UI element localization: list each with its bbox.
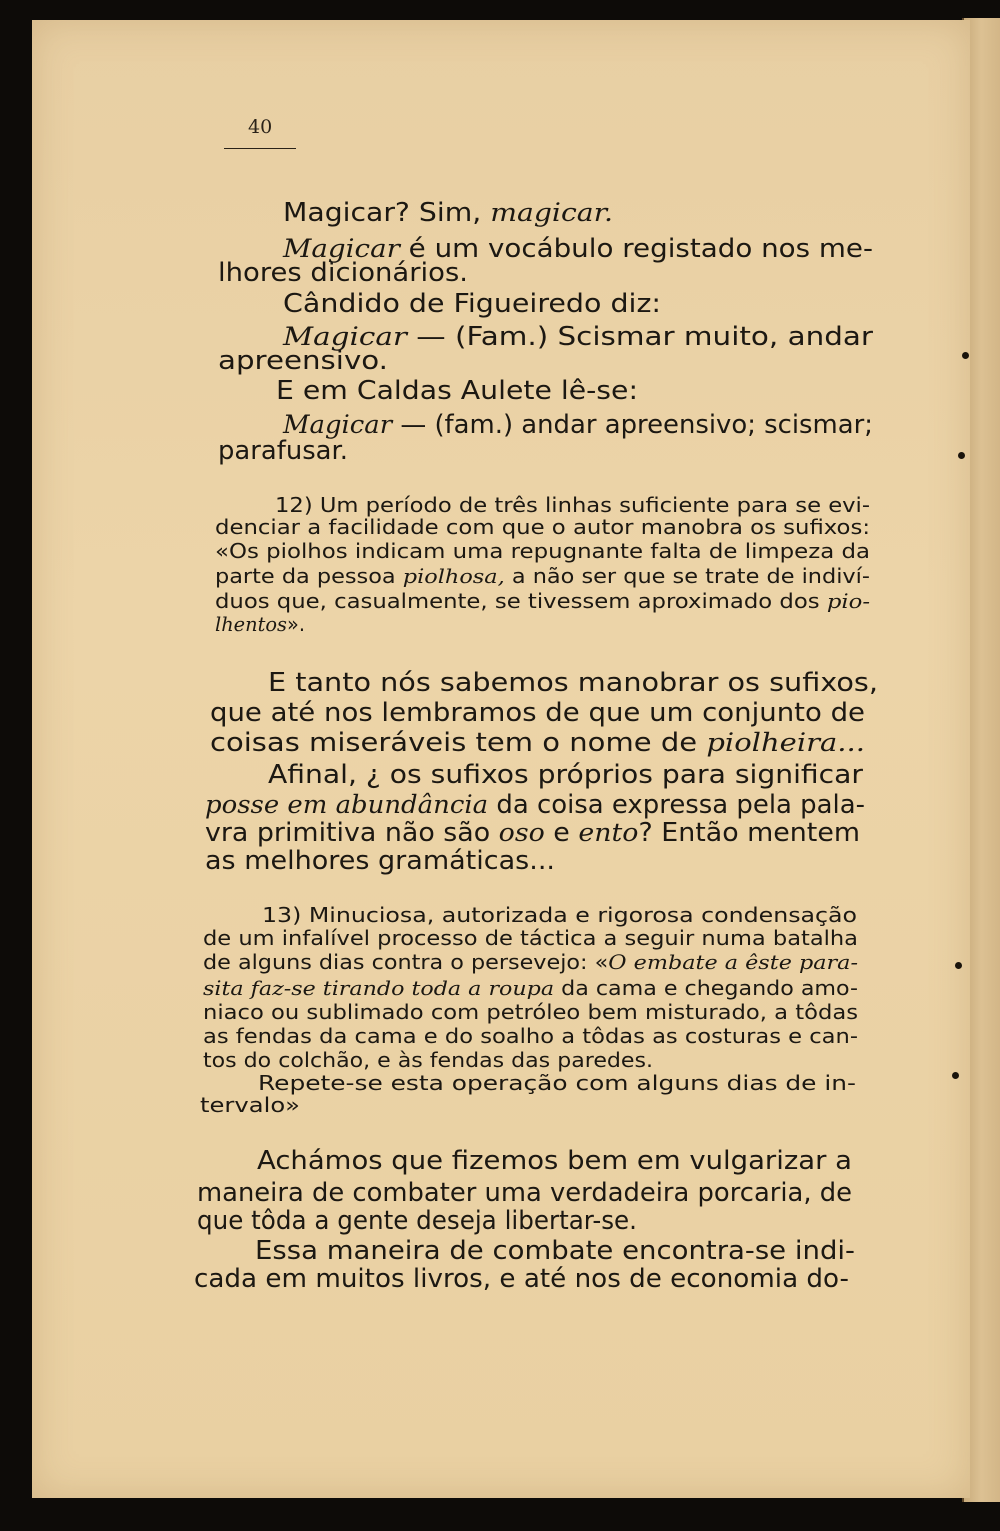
- text-line: [283, 289, 661, 319]
- text-run: E tanto nós sabemos manobrar os sufixos,: [268, 668, 878, 698]
- edge-speck: [952, 1072, 959, 1079]
- italic-text: Magicar: [283, 410, 393, 440]
- text-run: Cândido de Figueiredo diz:: [283, 289, 661, 319]
- text-run: as fendas da cama e do soalho a tôdas as costuras e can-: [203, 1024, 858, 1048]
- text-run: «Os piolhos indicam uma repugnante falta de limpeza da: [215, 539, 870, 563]
- text-run: tervalo»: [200, 1093, 300, 1117]
- text-run: vra primitiva não são: [205, 818, 499, 848]
- text-run: que tôda a gente deseja libertar-se.: [197, 1206, 637, 1236]
- text-line: [283, 410, 873, 440]
- text-line: [203, 1025, 858, 1047]
- text-line: [203, 927, 858, 949]
- italic-text: magicar.: [490, 198, 613, 228]
- text-line: [215, 540, 870, 562]
- text-run: 13) Minuciosa, autorizada e rigorosa condensação: [262, 903, 857, 927]
- text-line: [275, 494, 870, 516]
- text-run: Essa maneira de combate encontra-se indi-: [255, 1236, 855, 1266]
- text-run: E em Caldas Aulete lê-se:: [276, 376, 638, 406]
- text-line: [258, 1072, 856, 1094]
- text-line: [203, 1001, 858, 1023]
- text-line: [218, 436, 348, 466]
- text-run: Achámos que fizemos bem em vulgarizar a: [257, 1146, 852, 1176]
- text-run: Repete-se esta operação com alguns dias de in-: [258, 1071, 856, 1095]
- text-line: [210, 728, 865, 758]
- text-run: parte da pessoa: [215, 564, 403, 588]
- text-line: [210, 698, 865, 728]
- text-run: — (Fam.) Scismar muito, andar: [406, 322, 873, 352]
- text-line: [268, 760, 863, 790]
- italic-text: Magicar: [283, 322, 407, 352]
- text-line: [197, 1178, 852, 1208]
- italic-text: ento: [578, 818, 639, 848]
- text-line: [205, 790, 865, 820]
- text-line: [197, 1206, 637, 1236]
- text-run: da coisa expressa pela pala-: [488, 790, 865, 820]
- italic-text: sita faz-se tirando toda a roupa: [203, 976, 555, 1000]
- italic-text: oso: [498, 818, 545, 848]
- text-run: de alguns dias contra o persevejo: «: [203, 950, 609, 974]
- text-run: denciar a facilidade com que o autor manobra os sufixos:: [215, 515, 870, 539]
- text-run: e: [544, 818, 579, 848]
- text-run: parafusar.: [218, 436, 348, 466]
- text-run: — (fam.) andar apreensivo; scismar;: [392, 410, 873, 440]
- italic-text: posse em abundância: [205, 790, 489, 820]
- text-line: [215, 613, 305, 635]
- text-run: as melhores gramáticas...: [205, 846, 555, 876]
- text-line: [257, 1146, 852, 1176]
- text-run: cada em muitos livros, e até nos de economia do-: [194, 1264, 849, 1294]
- text-run: Magicar? Sim,: [283, 198, 491, 228]
- text-run: de um infalível processo de táctica a seguir numa batalha: [203, 926, 858, 950]
- italic-text: O embate a êste para-: [608, 950, 858, 974]
- text-run: Afinal, ¿ os sufixos próprios para significar: [268, 760, 863, 790]
- text-line: [200, 1094, 300, 1116]
- text-line: [276, 376, 638, 406]
- text-run: 12) Um período de três linhas suficiente para se evi-: [275, 493, 870, 517]
- text-line: [215, 565, 870, 587]
- text-line: [283, 198, 613, 228]
- text-line: [255, 1236, 855, 1266]
- text-line: [203, 1049, 653, 1071]
- italic-text: piolhosa,: [402, 564, 505, 588]
- text-line: [203, 977, 858, 999]
- text-run: ? Então mentem: [638, 818, 860, 848]
- edge-speck: [962, 352, 969, 359]
- edge-speck: [955, 962, 962, 969]
- text-run: a não ser que se trate de indiví-: [504, 564, 870, 588]
- text-line: [215, 516, 870, 538]
- text-run: é um vocábulo registado nos me-: [399, 234, 873, 264]
- text-run: apreensivo.: [218, 346, 388, 376]
- text-line: [194, 1264, 849, 1294]
- text-line: [205, 818, 860, 848]
- text-line: [218, 346, 388, 376]
- text-run: que até nos lembramos de que um conjunto de: [210, 698, 865, 728]
- text-run: maneira de combater uma verdadeira porcaria, de: [197, 1178, 852, 1208]
- text-line: [205, 846, 555, 876]
- italic-text: Magicar: [283, 234, 400, 264]
- italic-text: piolheira...: [706, 728, 865, 758]
- italic-text: lhentos: [215, 612, 287, 636]
- text-run: da cama e chegando amo-: [554, 976, 858, 1000]
- text-run: niaco ou sublimado com petróleo bem misturado, a tôdas: [203, 1000, 858, 1024]
- page-number: 40: [248, 116, 273, 138]
- text-run: lhores dicionários.: [218, 258, 468, 288]
- text-line: [268, 668, 878, 698]
- text-line: [203, 951, 858, 973]
- text-run: tos do colchão, e às fendas das paredes.: [203, 1048, 653, 1072]
- text-run: duos que, casualmente, se tivessem aproximado dos: [215, 589, 827, 613]
- text-run: coisas miseráveis tem o nome de: [210, 728, 707, 758]
- text-line: [215, 590, 870, 612]
- italic-text: pio-: [826, 589, 870, 613]
- text-line: [218, 258, 468, 288]
- text-run: ».: [286, 612, 305, 636]
- text-line: [262, 904, 857, 926]
- page-number-rule: [224, 148, 296, 149]
- edge-speck: [958, 452, 965, 459]
